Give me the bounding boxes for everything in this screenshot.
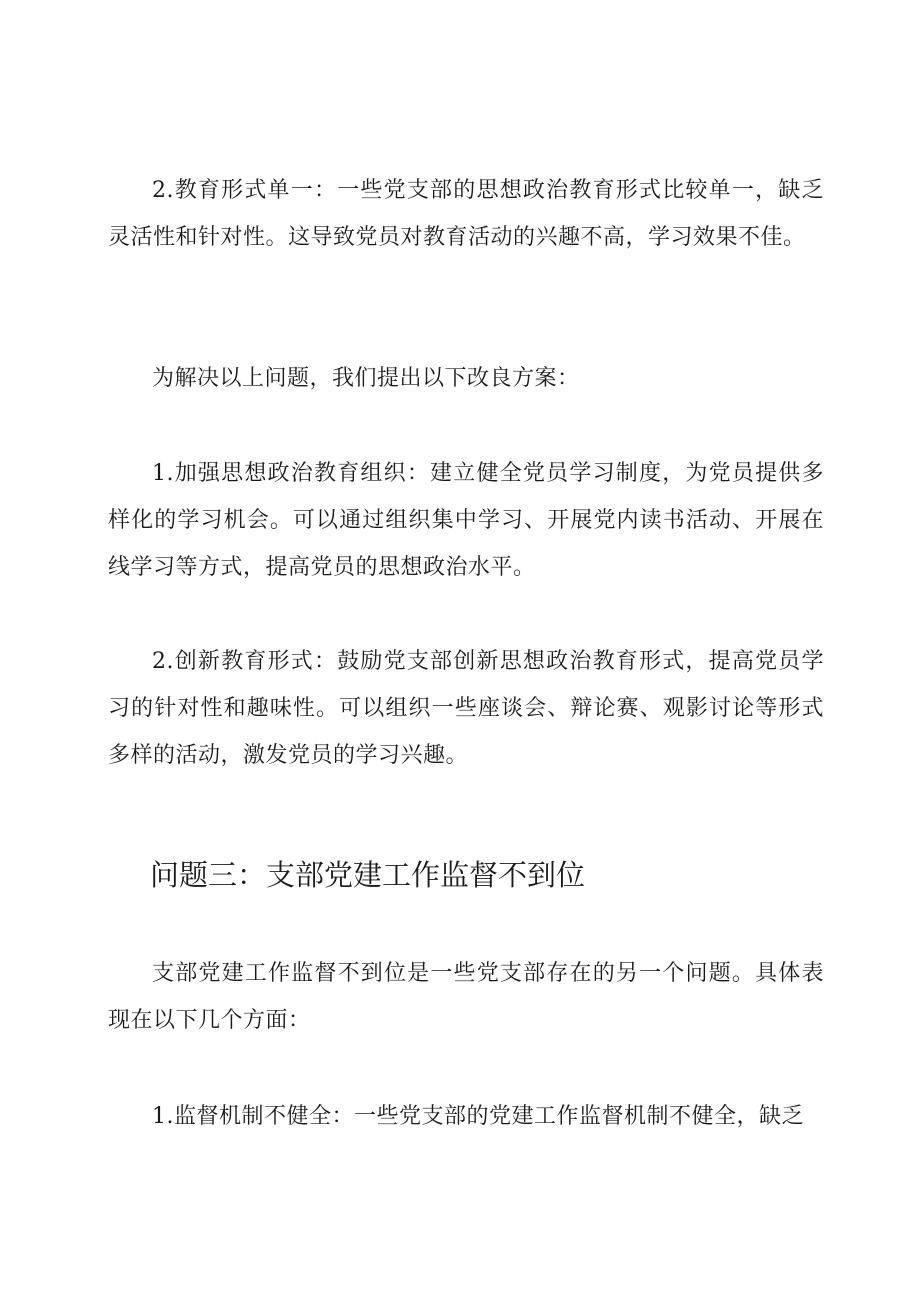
paragraph-education-form: 2.教育形式单一：一些党支部的思想政治教育形式比较单一，缺乏灵活性和针对性。这导致党员对教育活动的兴趣不高，学习效果不佳。 bbox=[108, 178, 824, 250]
paragraph-strengthen-organization: 1.加强思想政治教育组织：建立健全党员学习制度，为党员提供多样化的学习机会。可以通过组织集中学习、开展党内读书活动、开展在线学习等方式，提高党员的思想政治水平。 bbox=[108, 461, 824, 580]
paragraph-improvement-intro: 为解决以上问题，我们提出以下改良方案： bbox=[152, 366, 580, 391]
paragraph-innovate-form: 2.创新教育形式：鼓励党支部创新思想政治教育形式，提高党员学习的针对性和趣味性。可以组织一些座谈会、辩论赛、观影讨论等形式多样的活动，激发党员的学习兴趣。 bbox=[108, 649, 824, 768]
section-heading: 问题三：支部党建工作监督不到位 bbox=[150, 858, 586, 892]
paragraph-supervision-mechanism: 1.监督机制不健全：一些党支部的党建工作监督机制不健全，缺乏 bbox=[152, 1104, 804, 1129]
paragraph-supervision-issue: 支部党建工作监督不到位是一些党支部存在的另一个问题。具体表现在以下几个方面： bbox=[108, 961, 824, 1033]
